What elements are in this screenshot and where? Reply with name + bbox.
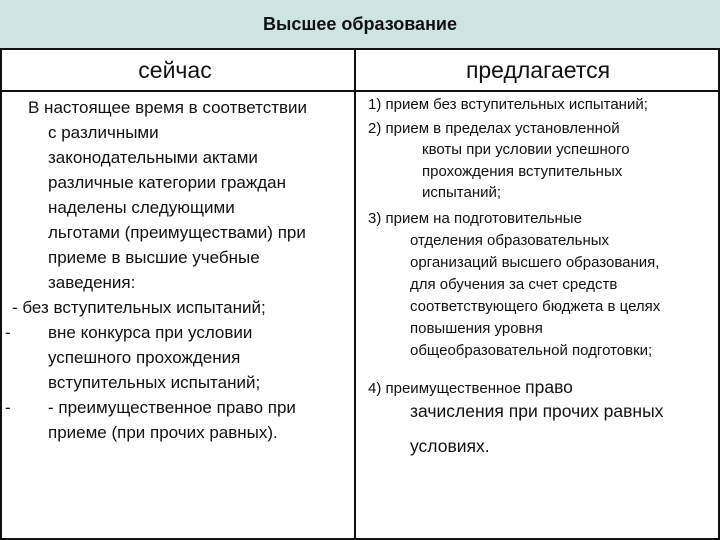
bullet-dash: -: [5, 398, 11, 417]
text-fragment: 4) преимущественное: [368, 380, 521, 397]
text-line: для обучения за счет средств: [410, 276, 618, 293]
text-line: льготами (преимуществами) при: [48, 223, 306, 242]
text-line: организаций высшего образования,: [410, 254, 660, 271]
text-line: успешного прохождения: [48, 348, 241, 367]
text-line: повышения уровня: [410, 320, 543, 337]
text-line: вступительных испытаний;: [48, 373, 261, 392]
text-line: соответствующего бюджета в целях: [410, 298, 661, 315]
text-line: заведения:: [48, 273, 136, 292]
slide-title-text: Высшее образование: [262, 13, 458, 34]
text-line: испытаний;: [422, 184, 502, 201]
column-header-proposed: предлагается: [465, 56, 611, 83]
table-border-left: [0, 48, 2, 540]
text-line: приеме в высшие учебные: [48, 248, 260, 267]
text-line: 2) прием в пределах установленной: [368, 120, 620, 137]
column-divider: [354, 48, 356, 540]
text-line: В настоящее время в соответствии: [28, 98, 308, 117]
text-line: наделены следующими: [48, 198, 235, 217]
slide-title: [0, 0, 720, 50]
text-line: - преимущественное право при: [48, 398, 296, 417]
text-fragment: право: [525, 377, 573, 397]
text-line: - без вступительных испытаний;: [12, 298, 266, 317]
text-line: с различными: [48, 123, 159, 142]
text-line: [368, 377, 573, 400]
row-divider: [0, 90, 720, 92]
text-line: законодательными актами: [48, 148, 258, 167]
bullet-dash: -: [5, 323, 11, 342]
text-line: условиях.: [410, 436, 490, 456]
text-line: 1) прием без вступительных испытаний;: [368, 96, 648, 113]
text-line: различные категории граждан: [48, 173, 287, 192]
column-header-now: сейчас: [138, 56, 212, 83]
text-line: приеме (при прочих равных).: [48, 423, 278, 442]
text-line: зачисления при прочих равных: [410, 401, 664, 421]
text-line: 3) прием на подготовительные: [368, 210, 582, 227]
text-line: общеобразовательной подготовки;: [410, 342, 653, 359]
text-line: квоты при условии успешного: [422, 141, 630, 158]
text-line: прохождения вступительных: [422, 163, 623, 180]
text-line: вне конкурса при условии: [48, 323, 253, 342]
text-line: отделения образовательных: [410, 232, 610, 249]
